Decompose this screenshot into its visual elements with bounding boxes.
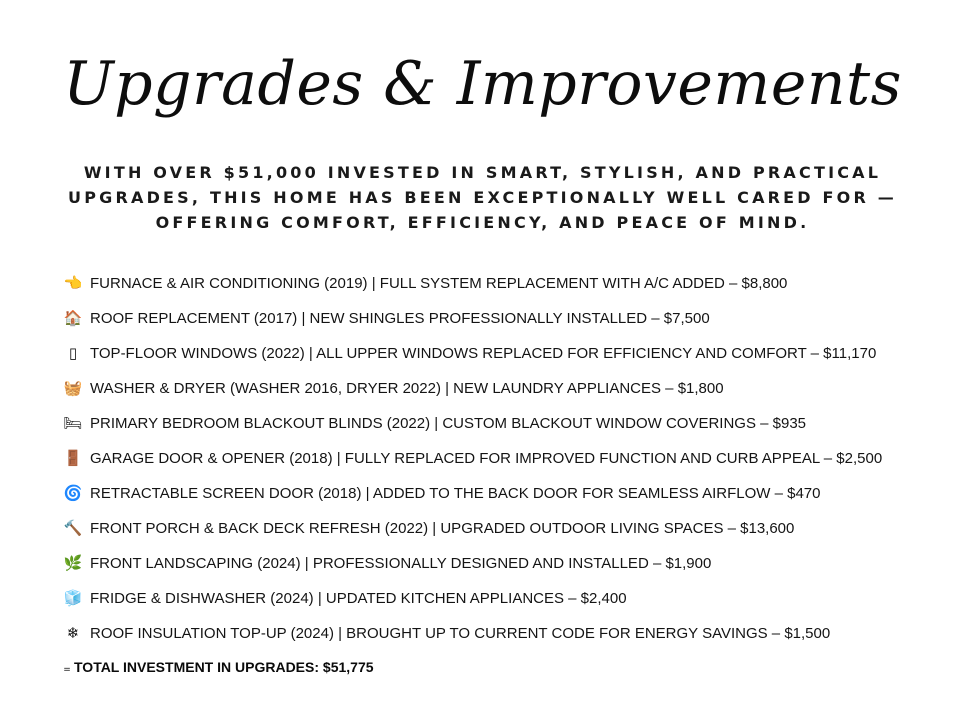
upgrade-item-text: WASHER & DRYER (WASHER 2016, DRYER 2022) | NEW LAUNDRY APPLIANCES – $1,800 (90, 380, 724, 397)
snowflake-icon: ❄ (66, 624, 80, 642)
ice-cube-icon: 🧊 (63, 589, 83, 607)
swirl-icon: 🌀 (63, 484, 83, 502)
bed-icon: 🛏 (63, 414, 83, 432)
house-icon: 🏠 (63, 309, 83, 327)
upgrade-item-windows (62, 341, 876, 365)
upgrade-item-porch-deck (62, 516, 794, 540)
upgrade-item-washer-dryer (62, 376, 724, 400)
page-subtitle: WITH OVER $51,000 INVESTED IN SMART, STYLISH, AND PRACTICAL UPGRADES, THIS HOME HAS BEEN EXCEPTIONALLY WELL CARED FOR —OFFERING COMFORT, EFFICIENCY, AND PEACE OF MIND. (68, 163, 897, 232)
upgrade-item-screen-door (62, 481, 820, 505)
upgrade-item-text: GARAGE DOOR & OPENER (2018) | FULLY REPLACED FOR IMPROVED FUNCTION AND CURB APPEAL – $2,500 (90, 450, 883, 467)
upgrade-item-text: FRONT LANDSCAPING (2024) | PROFESSIONALLY DESIGNED AND INSTALLED – $1,900 (90, 555, 712, 572)
upgrade-item-text: FRIDGE & DISHWASHER (2024) | UPDATED KITCHEN APPLIANCES – $2,400 (90, 590, 627, 607)
upgrade-item-blinds (62, 411, 806, 435)
upgrade-item-text: FRONT PORCH & BACK DECK REFRESH (2022) | UPGRADED OUTDOOR LIVING SPACES – $13,600 (90, 520, 795, 537)
upgrade-item-text: TOP-FLOOR WINDOWS (2022) | ALL UPPER WINDOWS REPLACED FOR EFFICIENCY AND COMFORT – $11,170 (90, 345, 877, 362)
upgrade-item-insulation (62, 621, 830, 645)
upgrade-item-text: ROOF REPLACEMENT (2017) | NEW SHINGLES PROFESSIONALLY INSTALLED – $7,500 (90, 310, 710, 327)
upgrade-item-roof (62, 306, 710, 330)
leaf-icon: 🌿 (63, 554, 83, 572)
equals-icon: = (63, 665, 71, 675)
door-icon: 🚪 (63, 449, 83, 467)
page-title: Upgrades & Improvements (63, 49, 902, 119)
upgrade-item-text: FURNACE & AIR CONDITIONING (2019) | FULL SYSTEM REPLACEMENT WITH A/C ADDED – $8,800 (90, 275, 788, 292)
window-icon: ▯ (68, 344, 78, 362)
upgrade-item-furnace (62, 271, 787, 295)
upgrade-item-fridge-dishwasher (62, 586, 627, 610)
upgrade-item-garage-door (62, 446, 882, 470)
laundry-basket-icon: 🧺 (63, 379, 83, 397)
hammer-icon: 🔨 (63, 519, 83, 537)
upgrade-item-landscaping (62, 551, 711, 575)
total-investment (62, 656, 374, 678)
upgrade-item-text: ROOF INSULATION TOP-UP (2024) | BROUGHT UP TO CURRENT CODE FOR ENERGY SAVINGS – $1,500 (90, 625, 831, 642)
hand-pointing-icon: 👈 (63, 274, 83, 292)
upgrade-item-text: PRIMARY BEDROOM BLACKOUT BLINDS (2022) | CUSTOM BLACKOUT WINDOW COVERINGS – $935 (90, 415, 807, 432)
upgrade-item-text: RETRACTABLE SCREEN DOOR (2018) | ADDED TO THE BACK DOOR FOR SEAMLESS AIRFLOW – $470 (90, 485, 821, 502)
total-investment-text: TOTAL INVESTMENT IN UPGRADES: $51,775 (74, 659, 374, 675)
